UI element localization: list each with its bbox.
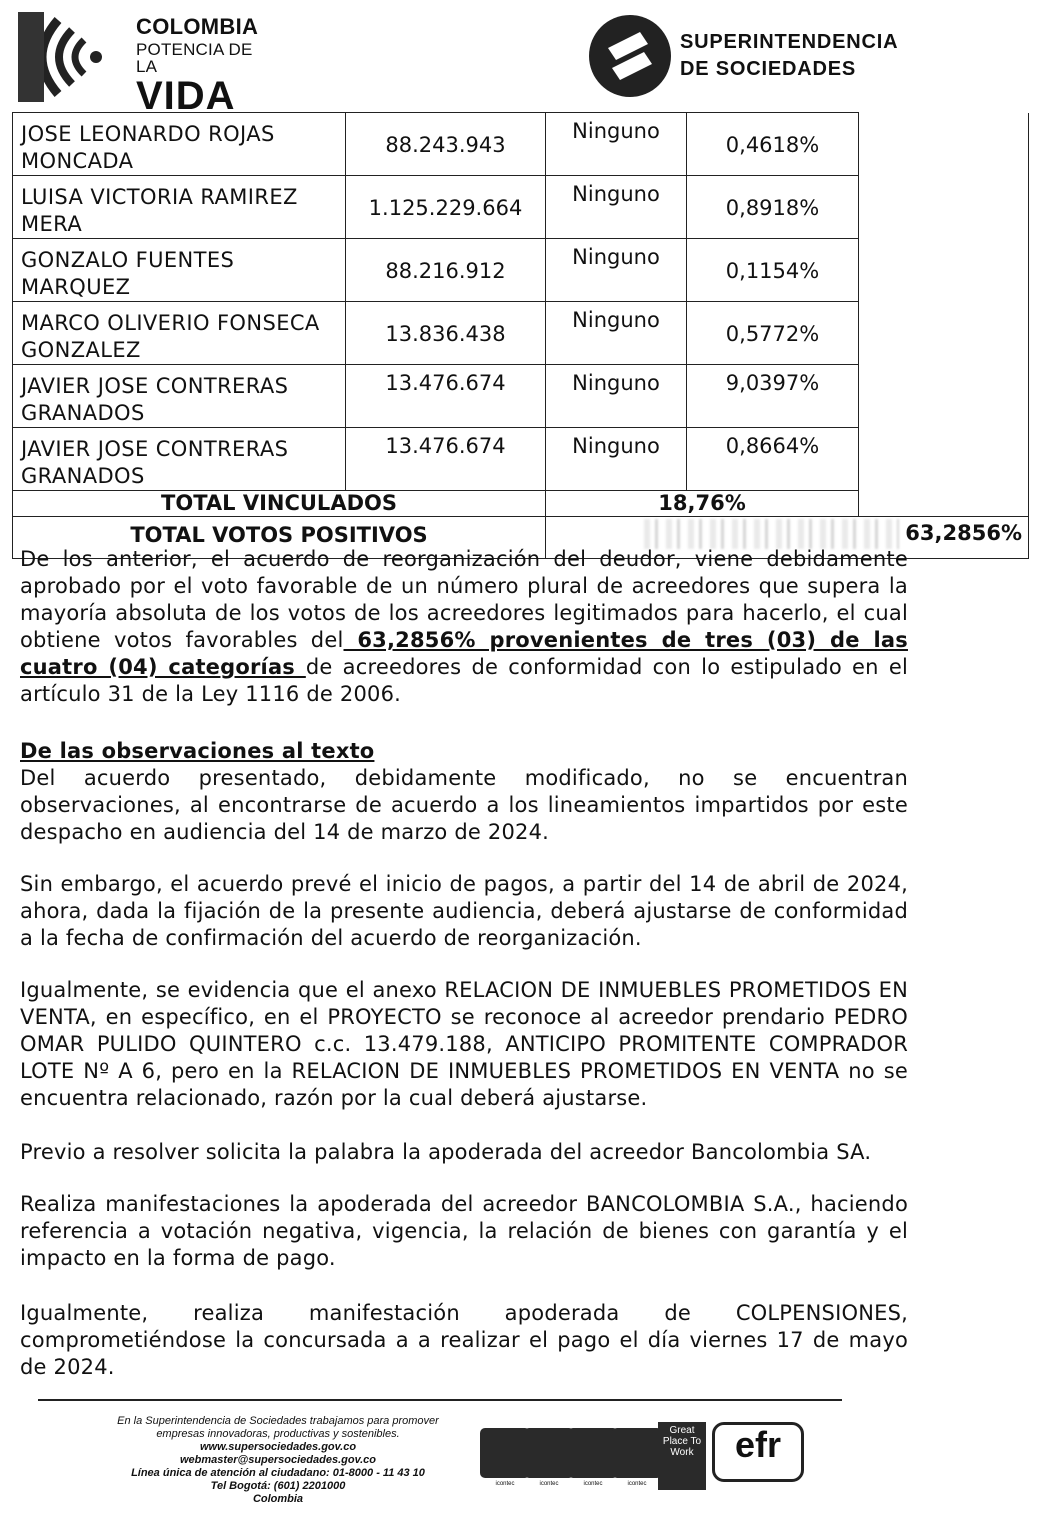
table-row [13, 113, 1029, 176]
logo-line-1: COLOMBIA [136, 14, 259, 39]
icontec-cert-icon [568, 1428, 618, 1478]
empty-cell [859, 302, 1029, 365]
creditor-vote: Ninguno [546, 302, 687, 365]
empty-cell [859, 239, 1029, 302]
creditor-id: 13.476.674 [346, 428, 546, 491]
empty-cell [859, 176, 1029, 239]
p1-after: de acreedores de conformidad con lo estipulado en el artículo 31 de la Ley 1116 de 2006. [20, 655, 908, 706]
table-row [13, 239, 1029, 302]
creditor-vote: Ninguno [546, 239, 687, 302]
footer-divider [38, 1399, 842, 1401]
creditor-name: GONZALO FUENTES MARQUEZ [13, 239, 346, 302]
creditor-id: 13.476.674 [346, 365, 546, 428]
p1-before: De los anterior, el acuerdo de reorganización del deudor, viene debidamente aprobado por el voto favorable de un número plural de acreedores que supera la mayoría absoluta de los votos de los acreedores legitimados para hacerlo, el cual obtiene votos favorables del [20, 547, 908, 652]
empty-cell [859, 428, 1029, 491]
empty-cell [859, 365, 1029, 428]
icontec-cert-icon [524, 1428, 574, 1478]
creditor-id: 13.836.438 [346, 302, 546, 365]
total-vinculados-row [13, 491, 1029, 517]
ss-line-1: SUPERINTENDENCIA [680, 31, 899, 53]
creditor-id: 1.125.229.664 [346, 176, 546, 239]
creditor-id: 88.243.943 [346, 113, 546, 176]
creditor-vote: Ninguno [546, 365, 687, 428]
footer-country: Colombia [252, 1493, 304, 1505]
icontec-cert-icon [480, 1428, 530, 1478]
footer-email-link[interactable]: webmaster@supersociedades.gov.co [180, 1454, 376, 1466]
supersociedades-logo [588, 14, 1028, 104]
colombia-waves-icon [18, 12, 118, 102]
efr-logo: efr [712, 1422, 804, 1482]
paragraph-4: Igualmente, se evidencia que el anexo RELACION DE INMUEBLES PROMETIDOS EN VENTA, en específico, en el PROYECTO se reconoce al acreedor prendario PEDRO OMAR PULIDO QUINTERO c.c. 13.479.188, ANTICIPO PROMITENTE COMPRADOR LOTE Nº A 6, pero en la RELACION DE INMUEBLES PROMETIDOS EN VENTA no se encuentra relacionado, razón por la cual deberá ajustarse. [20, 978, 908, 1110]
logo-line-3: VIDA [136, 74, 236, 118]
paragraph-3: Sin embargo, el acuerdo prevé el inicio de pagos, a partir del 14 de abril de 2024, ahora, dada la fijación de la presente audiencia, deberá ajustarse de conformidad a la fecha de confirmación del acuerdo de reorganización. [20, 872, 908, 950]
creditor-vote: Ninguno [546, 428, 687, 491]
paragraph-6: Realiza manifestaciones la apoderada del acreedor BANCOLOMBIA S.A., haciendo referencia a votación negativa, vigencia, la relación de bienes con garantía y el impacto en la forma de pago. [20, 1192, 908, 1270]
section-heading: De las observaciones al texto [20, 739, 375, 763]
creditor-name: JAVIER JOSE CONTRERAS GRANADOS [13, 365, 346, 428]
footer-line-2: empresas innovadoras, productivas y sostenibles. [156, 1428, 400, 1440]
footer-bogota-phone: Tel Bogotá: (601) 2201000 [210, 1480, 346, 1492]
total-vinculados-label: TOTAL VINCULADOS [13, 491, 546, 517]
ss-line-2: DE SOCIEDADES [680, 58, 856, 80]
creditor-vote: Ninguno [546, 113, 687, 176]
footer-website-link[interactable]: www.supersociedades.gov.co [199, 1441, 357, 1453]
total-votos-value: 63,2856% [905, 521, 1022, 545]
creditor-percentage: 9,0397% [687, 365, 859, 428]
p1-bold: 63,2856% provenientes de tres (03) de las cuatro (04) categorías [20, 628, 908, 679]
redacted-mark [644, 519, 899, 549]
paragraph-approval [20, 546, 908, 708]
colombia-logo [18, 8, 278, 118]
table-row [13, 302, 1029, 365]
logo-line-2: POTENCIA DE LA [136, 40, 253, 76]
section-observations [20, 738, 908, 846]
creditor-percentage: 0,1154% [687, 239, 859, 302]
creditor-percentage: 0,5772% [687, 302, 859, 365]
creditor-percentage: 0,8918% [687, 176, 859, 239]
page-header [0, 0, 1040, 118]
creditor-vote: Ninguno [546, 176, 687, 239]
footer-line-1: En la Superintendencia de Sociedades trabajamos para promover [117, 1415, 439, 1427]
votes-table [12, 112, 1029, 559]
table-row [13, 365, 1029, 428]
creditor-id: 88.216.912 [346, 239, 546, 302]
great-place-to-work-badge: Great Place To Work [658, 1422, 706, 1490]
table-row [13, 428, 1029, 491]
footer-contact [88, 1415, 468, 1506]
paragraph-5: Previo a resolver solicita la palabra la apoderada del acreedor Bancolombia SA. [20, 1140, 872, 1164]
creditor-percentage: 0,4618% [687, 113, 859, 176]
creditor-name: JOSE LEONARDO ROJAS MONCADA [13, 113, 346, 176]
footer-phone: Línea única de atención al ciudadano: 01-8000 - 11 43 10 [131, 1467, 425, 1479]
empty-cell [859, 113, 1029, 176]
icontec-cert-icon [612, 1428, 662, 1478]
creditor-name: LUISA VICTORIA RAMIREZ MERA [13, 176, 346, 239]
creditor-name: JAVIER JOSE CONTRERAS GRANADOS [13, 428, 346, 491]
creditor-percentage: 0,8664% [687, 428, 859, 491]
supersociedades-emblem-icon [588, 14, 672, 98]
paragraph-2: Del acuerdo presentado, debidamente modificado, no se encuentran observaciones, al encontrarse de acuerdo a los lineamientos impartidos por este despacho en audiencia del 14 de marzo de 2024. [20, 766, 908, 844]
total-votos-label: TOTAL VOTOS POSITIVOS [13, 517, 546, 559]
total-vinculados-value: 18,76% [546, 491, 859, 517]
creditor-name: MARCO OLIVERIO FONSECA GONZALEZ [13, 302, 346, 365]
table-row [13, 176, 1029, 239]
paragraph-7: Igualmente, realiza manifestación apoderada de COLPENSIONES, comprometiéndose la concursada a a realizar el pago el día viernes 17 de mayo de 2024. [20, 1301, 908, 1379]
